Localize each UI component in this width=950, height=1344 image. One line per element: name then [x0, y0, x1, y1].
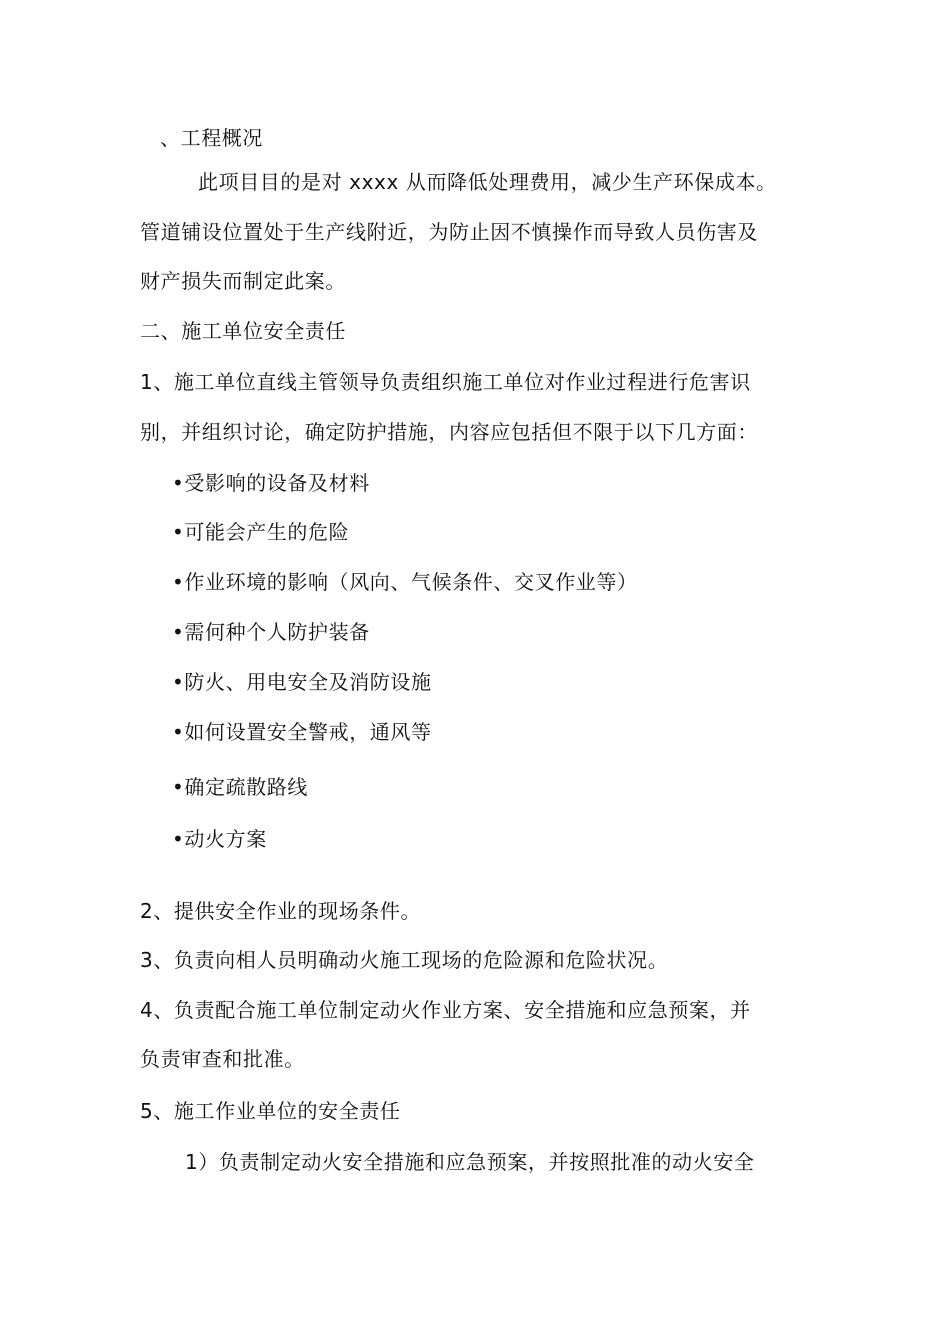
bullet-item: •确定疏散路线 — [172, 775, 308, 799]
item1-line-1: 1、施工单位直线主管领导负责组织施工单位对作业过程进行危害识 — [140, 370, 751, 394]
bullet-item: •作业环境的影响（风向、气候条件、交叉作业等） — [172, 570, 638, 594]
overview-line-2: 管道铺设位置处于生产线附近，为防止因不慎操作而导致人员伤害及 — [140, 220, 758, 244]
bullet-item: •动火方案 — [172, 827, 267, 851]
overview-line-1: 此项目目的是对 xxxx 从而降低处理费用，减少生产环保成本。 — [198, 170, 777, 194]
bullet-item: •防火、用电安全及消防设施 — [172, 670, 432, 694]
bullet-item: •需何种个人防护装备 — [172, 620, 370, 644]
bullet-item: •可能会产生的危险 — [172, 520, 350, 544]
item4-line-2: 负责审查和批准。 — [140, 1047, 305, 1071]
overview-line-3: 财产损失而制定此案。 — [140, 269, 346, 293]
section2-heading: 二、施工单位安全责任 — [140, 319, 346, 343]
bullet-item: •受影响的设备及材料 — [172, 471, 370, 495]
item1-line-2: 别，并组织讨论，确定防护措施，内容应包括但不限于以下几方面： — [140, 420, 758, 444]
bullet-item: •如何设置安全警戒，通风等 — [172, 720, 432, 744]
item3: 3、负责向相人员明确动火施工现场的危险源和危险状况。 — [140, 948, 669, 972]
item2: 2、提供安全作业的现场条件。 — [140, 899, 422, 923]
item5-sub1: 1）负责制定动火安全措施和应急预案，并按照批准的动火安全 — [185, 1150, 755, 1174]
section1-heading: 、工程概况 — [160, 126, 263, 150]
item4-line-1: 4、负责配合施工单位制定动火作业方案、安全措施和应急预案，并 — [140, 998, 751, 1022]
item5: 5、施工作业单位的安全责任 — [140, 1099, 401, 1123]
